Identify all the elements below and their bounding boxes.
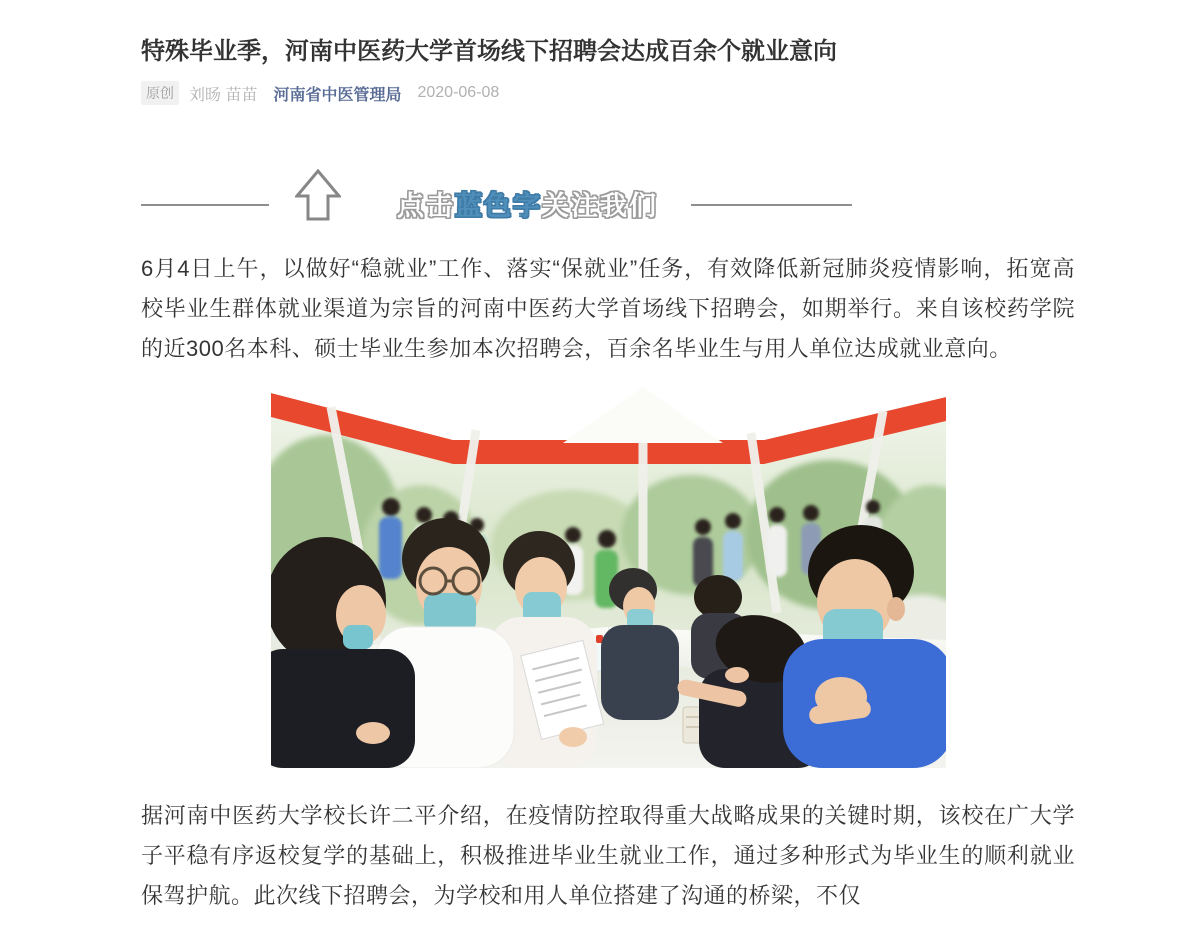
- paragraph-1: 6月4日上午，以做好“稳就业”工作、落实“保就业”任务，有效降低新冠肺炎疫情影响，拓宽高校毕业生群体就业渠道为宗旨的河南中医药大学首场线下招聘会，如期举行。来自该校药学院的近300名本科、硕士毕业生参加本次招聘会，百余名毕业生与用人单位达成就业意向。: [141, 256, 1075, 361]
- paragraph-2: 据河南中医药大学校长许二平介绍，在疫情防控取得重大战略成果的关键时期，该校在广大学子平稳有序返校复学的基础上，积极推进毕业生就业工作，通过多种形式为毕业生的顺利就业保驾护航。此次线下招聘会，为学校和用人单位搭建了沟通的桥梁，不仅: [141, 803, 1075, 908]
- article-photo[interactable]: [271, 385, 946, 768]
- article-page: [141, 0, 1075, 916]
- publish-date: 2020-06-08: [417, 84, 500, 101]
- banner-text-prefix: 点击: [397, 190, 455, 221]
- up-arrow-icon: [295, 169, 341, 221]
- follow-banner[interactable]: [141, 145, 1075, 245]
- banner-text-highlight: 蓝色字: [455, 190, 542, 221]
- banner-text-suffix: 关注我们: [542, 190, 658, 221]
- original-badge: 原创: [141, 81, 179, 105]
- banner-left-line: [141, 204, 269, 206]
- recruitment-fair-illustration: [271, 385, 946, 768]
- article-meta: [141, 81, 1075, 105]
- banner-right-line: [691, 204, 852, 206]
- account-link[interactable]: 河南省中医管理局: [273, 86, 402, 104]
- banner-text: [397, 184, 658, 223]
- article-title: 特殊毕业季，河南中医药大学首场线下招聘会达成百余个就业意向: [141, 38, 837, 65]
- author-names: 刘旸 苗苗: [189, 86, 258, 104]
